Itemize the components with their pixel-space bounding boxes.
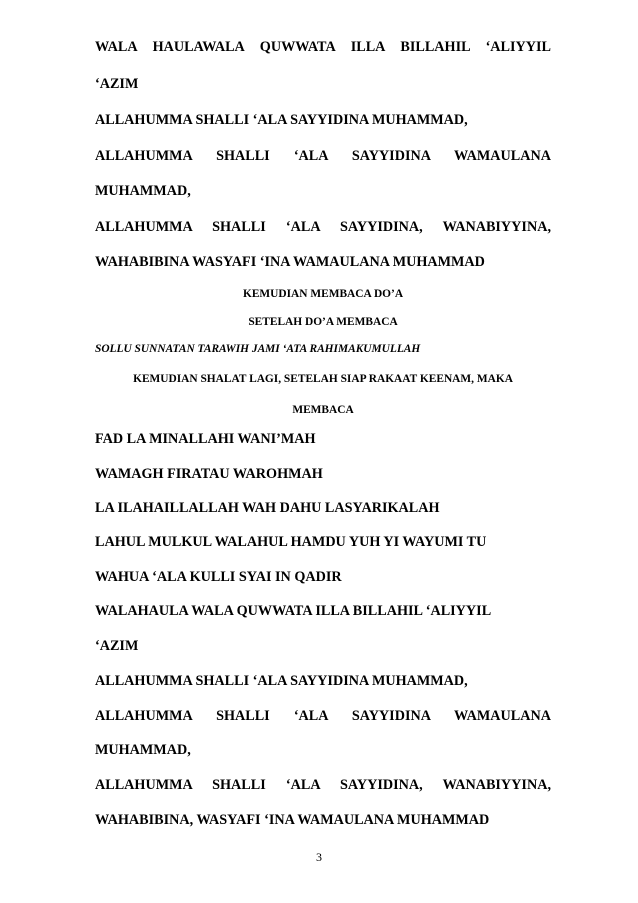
text-line: MUHAMMAD, xyxy=(95,742,191,758)
text-line: WAHUA ‘ALA KULLI SYAI IN QADIR xyxy=(95,569,342,585)
instruction-heading: SETELAH DO’A MEMBACA xyxy=(248,316,398,328)
text-line: WAHABIBINA, WASYAFI ‘INA WAMAULANA MUHAMMAD xyxy=(95,812,490,828)
text-line: WAHABIBINA WASYAFI ‘INA WAMAULANA MUHAMMAD xyxy=(95,254,485,270)
instruction-heading: KEMUDIAN SHALAT LAGI, SETELAH SIAP RAKAAT KEENAM, MAKA xyxy=(133,373,513,385)
page-number: 3 xyxy=(316,850,322,864)
text-line: ALLAHUMMA SHALLI ‘ALA SAYYIDINA MUHAMMAD, xyxy=(95,112,468,128)
text-line: ALLAHUMMA SHALLI ‘ALA SAYYIDINA, WANABIYYINA, xyxy=(95,219,551,235)
instruction-italic: SOLLU SUNNATAN TARAWIH JAMI ‘ATA RAHIMAKUMULLAH xyxy=(95,343,421,355)
text-line: LAHUL MULKUL WALAHUL HAMDU YUH YI WAYUMI TU xyxy=(95,534,487,550)
text-line: ALLAHUMMA SHALLI ‘ALA SAYYIDINA WAMAULANA xyxy=(95,148,551,164)
text-line: ALLAHUMMA SHALLI ‘ALA SAYYIDINA MUHAMMAD, xyxy=(95,673,468,689)
text-line: ‘AZIM xyxy=(95,76,139,92)
text-line: FAD LA MINALLAHI WANI’MAH xyxy=(95,431,316,447)
text-line: ALLAHUMMA SHALLI ‘ALA SAYYIDINA WAMAULANA xyxy=(95,708,551,724)
instruction-heading: MEMBACA xyxy=(292,404,354,416)
instruction-heading: KEMUDIAN MEMBACA DO’A xyxy=(242,288,404,300)
text-line: WALAHAULA WALA QUWWATA ILLA BILLAHIL ‘ALIYYIL xyxy=(95,603,492,619)
text-line: MUHAMMAD, xyxy=(95,183,191,199)
text-line: ‘AZIM xyxy=(95,638,139,654)
text-line: WAMAGH FIRATAU WAROHMAH xyxy=(95,466,323,482)
text-line: ALLAHUMMA SHALLI ‘ALA SAYYIDINA, WANABIYYINA, xyxy=(95,777,551,793)
text-line: LA ILAHAILLALLAH WAH DAHU LASYARIKALAH xyxy=(95,500,440,516)
text-line: WALA HAULAWALA QUWWATA ILLA BILLAHIL ‘ALIYYIL xyxy=(95,39,551,55)
